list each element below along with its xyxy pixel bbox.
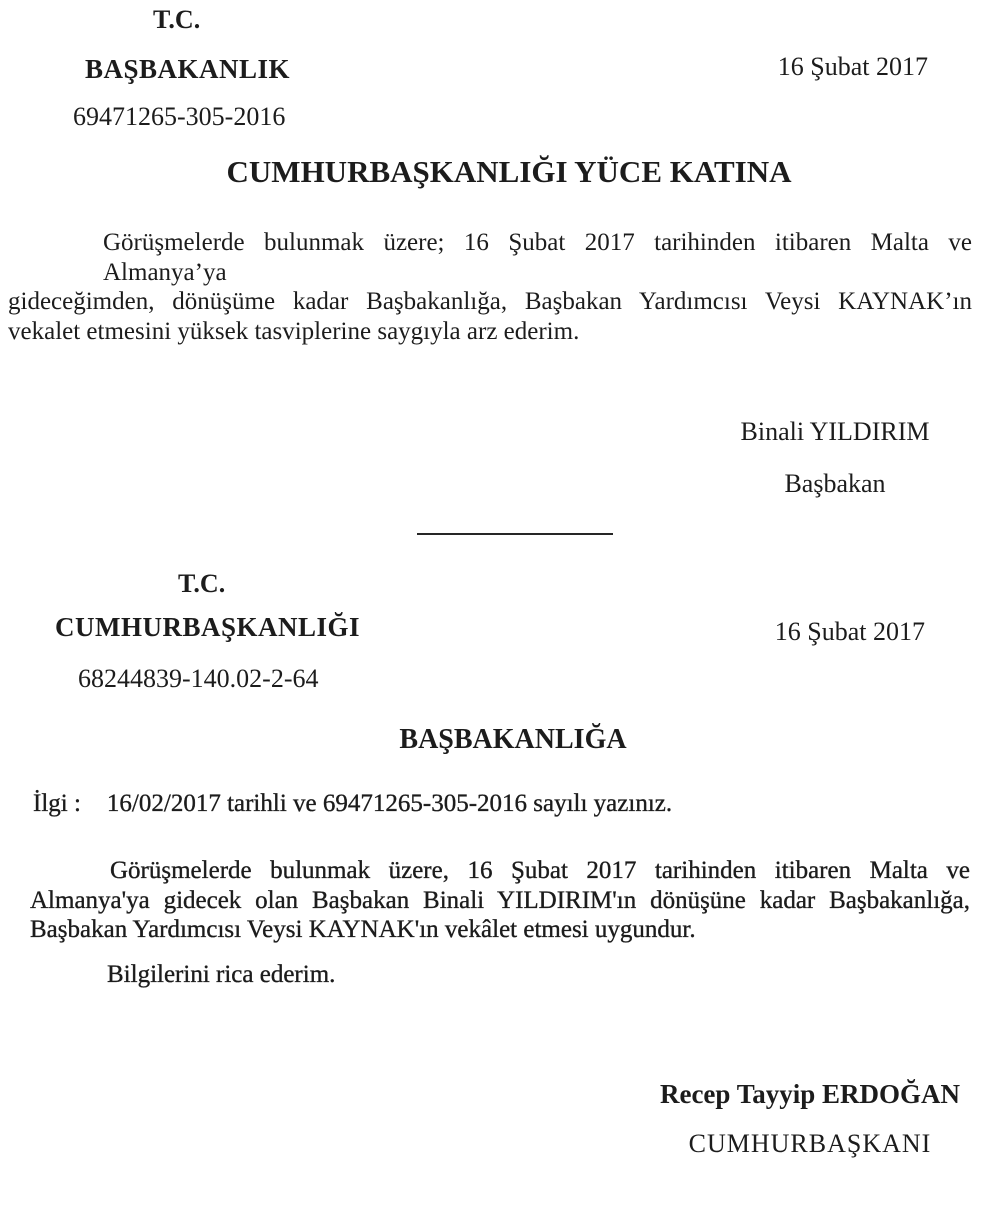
reference-label: İlgi : (33, 790, 81, 817)
salutation: BAŞBAKANLIĞA (399, 724, 627, 755)
letter-date: 16 Şubat 2017 (777, 52, 928, 81)
body-line: Almanya'ya gidecek olan Başbakan Binali YILDIRIM'ın dönüşüne kadar Başbakanlığa, (30, 886, 970, 914)
body-paragraph (30, 856, 970, 945)
body-line: Başbakan Yardımcısı Veysi KAYNAK'ın vekâlet etmesi uygundur. (30, 916, 696, 943)
reference-text: 16/02/2017 tarihli ve 69471265-305-2016 sayılı yazınız. (106, 790, 673, 817)
institution-name: CUMHURBAŞKANLIĞI (55, 612, 361, 642)
salutation: CUMHURBAŞKANLIĞI YÜCE KATINA (226, 154, 792, 189)
signatory-title: Başbakan (784, 469, 886, 498)
signatory-title: CUMHURBAŞKANI (688, 1129, 932, 1158)
republic-label: T.C. (153, 5, 201, 34)
section-divider (417, 533, 613, 535)
reference-line (33, 791, 672, 816)
reference-number: 69471265-305-2016 (73, 102, 286, 131)
body-line: Görüşmelerde bulunmak üzere; 16 Şubat 2017 tarihinden itibaren Malta ve Almanya’ya (103, 229, 972, 286)
closing-line: Bilgilerini rica ederim. (107, 961, 336, 988)
signatory-name: Binali YILDIRIM (740, 417, 930, 446)
body-line: gideceğimden, dönüşüme kadar Başbakanlığa, Başbakan Yardımcısı Veysi KAYNAK’ın (8, 288, 972, 315)
institution-name: BAŞBAKANLIK (85, 54, 291, 84)
letter-date: 16 Şubat 2017 (774, 617, 925, 646)
reference-number: 68244839-140.02-2-64 (78, 664, 319, 693)
republic-label: T.C. (178, 569, 226, 598)
signatory-name: Recep Tayyip ERDOĞAN (659, 1079, 961, 1109)
body-paragraph (8, 228, 972, 346)
body-line: vekalet etmesini yüksek tasviplerine saygıyla arz ederim. (8, 317, 580, 345)
body-line: Görüşmelerde bulunmak üzere, 16 Şubat 2017 tarihinden itibaren Malta ve (110, 857, 970, 884)
